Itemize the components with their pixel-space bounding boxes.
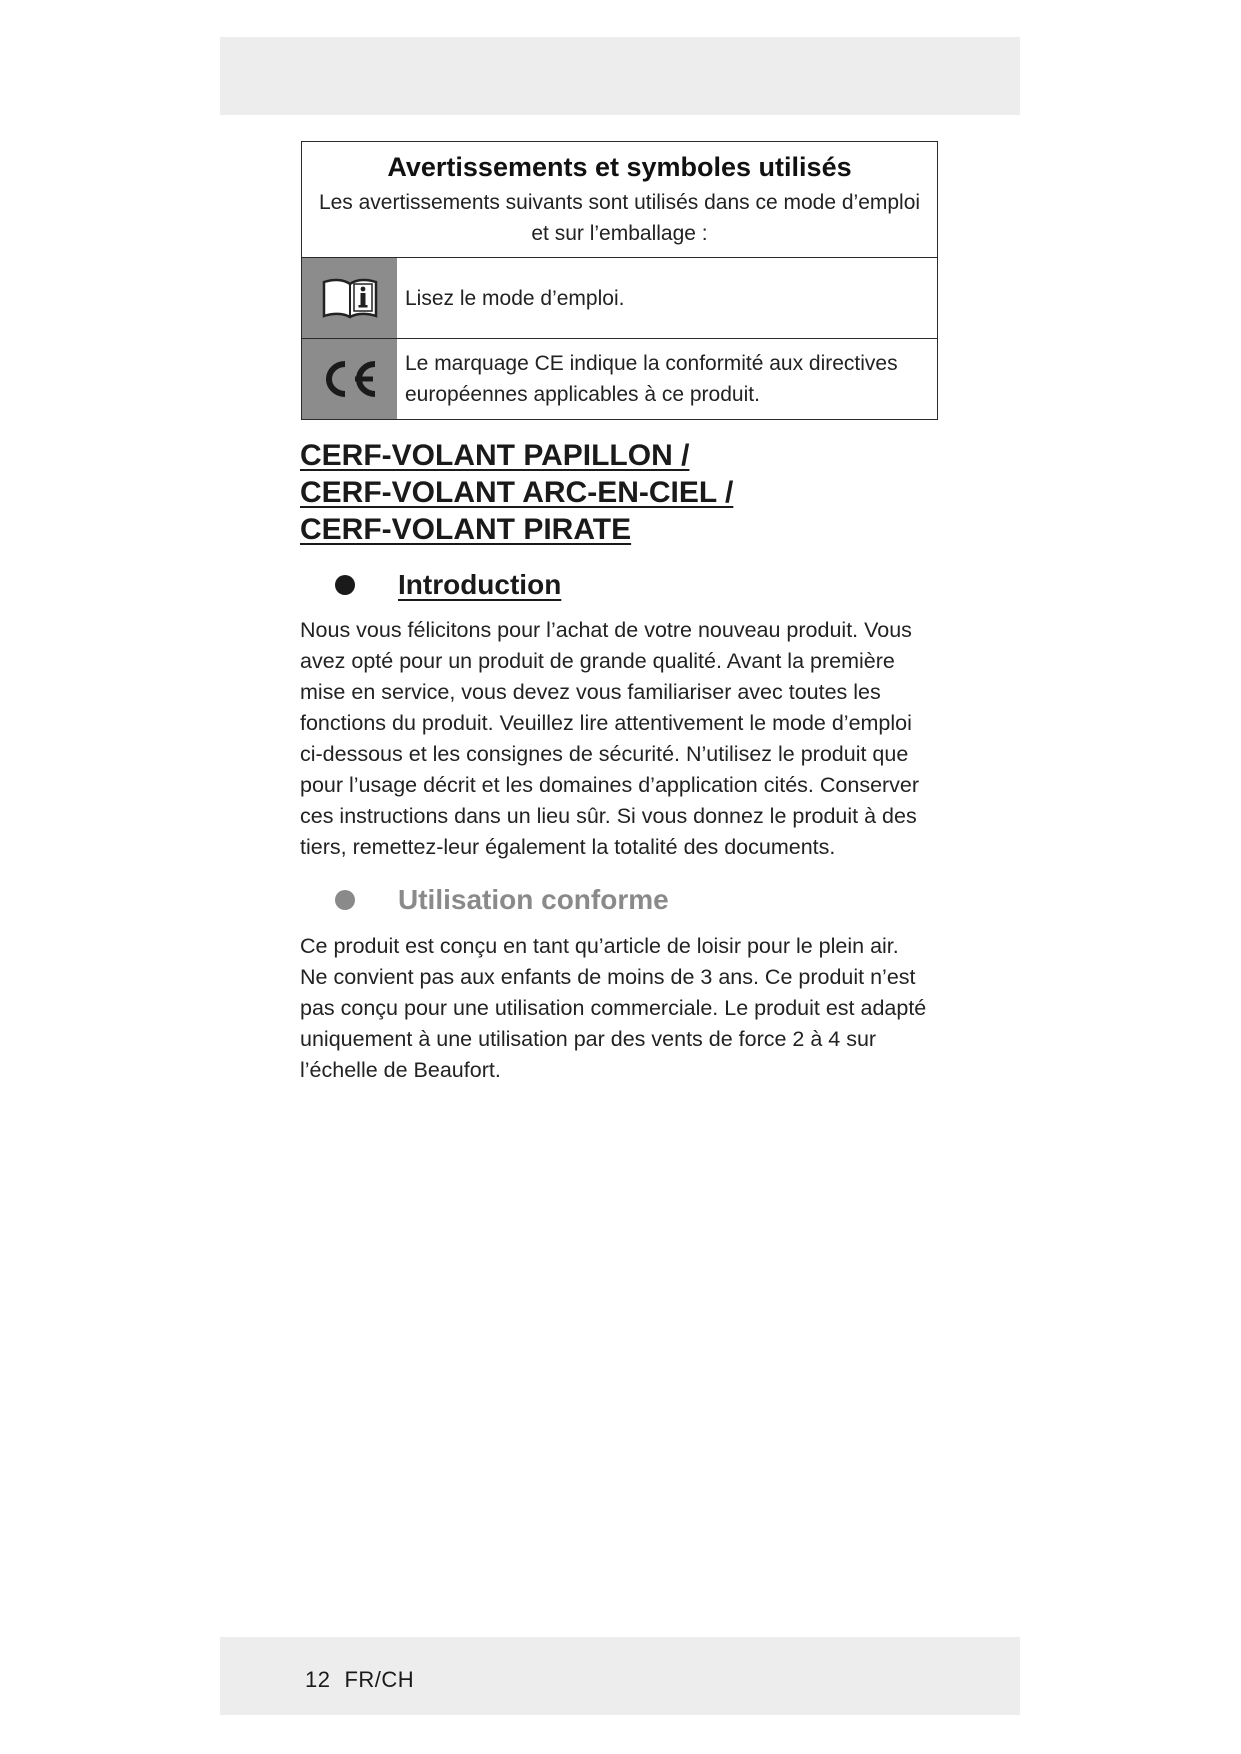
paragraph-line: Ce produit est conçu en tant qu’article de loisir pour le plein air. [300,934,899,958]
paragraph-line: uniquement à une utilisation par des vents de force 2 à 4 sur [300,1027,877,1051]
warnings-symbols-box [301,141,938,420]
paragraph-line: pour l’usage décrit et les domaines d’application cités. Conserver [300,773,920,797]
product-title-line: CERF-VOLANT ARC-EN-CIEL / [300,476,734,509]
page-number: 12 [305,1667,331,1692]
warning-text-line: Le marquage CE indique la conformité aux directives [405,352,898,375]
book-info-icon [321,276,379,320]
ce-mark-icon [319,357,381,401]
paragraph-line: ces instructions dans un lieu sûr. Si vous donnez le produit à des [300,804,917,828]
header-band [220,37,1020,115]
warnings-box-subtitle-line: Les avertissements suivants sont utilisés dans ce mode d’emploi [318,191,921,214]
warning-text-line: européennes applicables à ce produit. [405,383,760,406]
warning-text [397,258,937,338]
bullet-icon [335,890,355,910]
page-footer [305,1667,428,1693]
usage-heading [335,884,669,916]
paragraph-line: ci-dessous et les consignes de sécurité. N’utilisez le produit que [300,742,909,766]
icon-cell [302,258,397,338]
warning-row-ce-marking [302,338,937,419]
paragraph-line: l’échelle de Beaufort. [300,1058,501,1082]
warnings-box-title: Avertissements et symboles utilisés [387,152,852,182]
section-heading-label: Utilisation conforme [398,884,669,915]
paragraph-line: pas conçu pour une utilisation commerciale. Le produit est adapté [300,996,927,1020]
locale-label: FR/CH [344,1667,415,1692]
warnings-box-subtitle [312,187,927,249]
paragraph-line: mise en service, vous devez vous familiariser avec toutes les [300,680,881,704]
paragraph-line: Ne convient pas aux enfants de moins de 3 ans. Ce produit n’est [300,965,916,989]
warning-row-read-manual [302,258,937,338]
section-heading-label: Introduction [398,569,562,600]
product-title-line: CERF-VOLANT PIRATE [300,513,632,546]
introduction-paragraph [300,615,950,863]
bullet-icon [335,575,355,595]
paragraph-line: tiers, remettez-leur également la totalité des documents. [300,835,836,859]
warnings-box-subtitle-line: et sur l’emballage : [531,222,708,245]
introduction-heading [335,569,561,601]
paragraph-line: fonctions du produit. Veuillez lire attentivement le mode d’emploi [300,711,912,735]
icon-cell [302,339,397,419]
warnings-box-header [302,142,937,258]
paragraph-line: avez opté pour un produit de grande qualité. Avant la première [300,649,895,673]
usage-paragraph [300,931,950,1086]
paragraph-line: Nous vous félicitons pour l’achat de votre nouveau produit. Vous [300,618,912,642]
warning-text [397,339,937,419]
product-title-line: CERF-VOLANT PAPILLON / [300,439,690,472]
product-title [300,437,940,548]
warning-text-line: Lisez le mode d’emploi. [405,286,625,310]
